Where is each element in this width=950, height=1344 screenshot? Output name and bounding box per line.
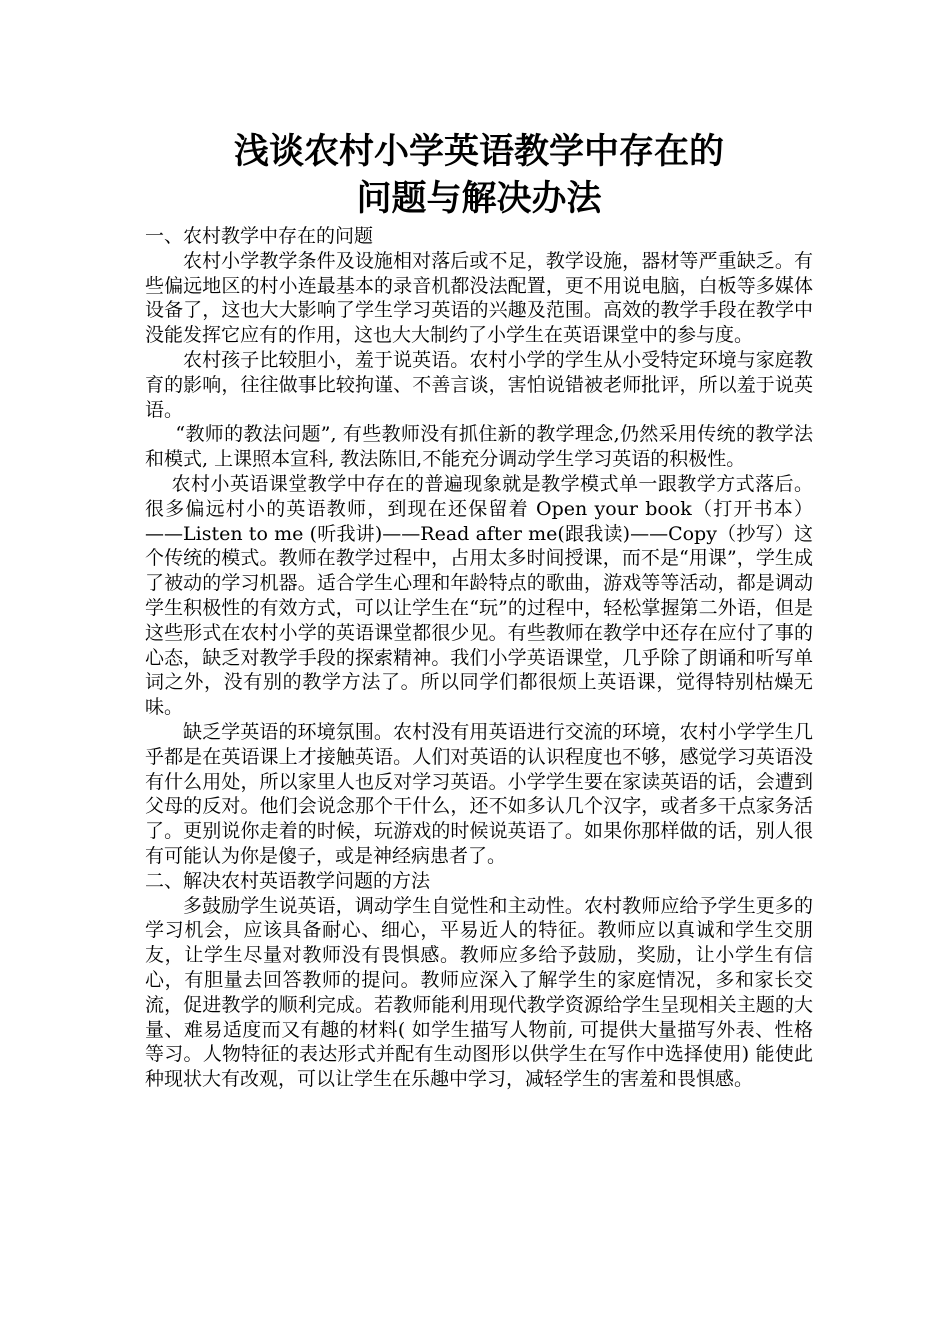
paragraph-environment: 缺乏学英语的环境氛围。农村没有用英语进行交流的环境，农村小学学生几乎都是在英语课上才接触英语。人们对英语的认识程度也不够，感觉学习英语没有什么用处，所以家里人也反对学习英语。小学学生要在家读英语的话，会遭到父母的反对。他们会说念那个干什么，还不如多认几个汉字，或者多干点家务活了。更别说你走着的时候，玩游戏的时候说英语了。如果你那样做的话，别人很有可能认为你是傻子，或是神经病患者了。: [145, 720, 813, 867]
paragraph-facilities: 农村小学教学条件及设施相对落后或不足，教学设施，器材等严重缺乏。有些偏远地区的村小连最基本的录音机都没法配置，更不用说电脑，白板等多媒体设备了，这也大大影响了学生学习英语的兴趣及范围。高效的教学手段在教学中没能发挥它应有的作用，这也大大制约了小学生在英语课堂中的参与度。: [145, 249, 813, 347]
section-1-heading: 一、农村教学中存在的问题: [145, 225, 374, 247]
paragraph-shy-students: 农村孩子比较胆小，羞于说英语。农村小学的学生从小受特定环境与家庭教育的影响，往往做事比较拘谨、不善言谈，害怕说错被老师批评，所以羞于说英语。: [145, 348, 813, 421]
paragraph-teaching-mode: 农村小英语课堂教学中存在的普遍现象就是教学模式单一跟教学方式落后。很多偏远村小的英语教师，到现在还保留着 Open your book（打开书本）——Listen to me (听我讲)——Read after me(跟我读)——Copy（抄写）这个传统的模式。教师在教学过程中，占用太多时间授课，而不是“用课”，学生成了被动的学习机器。适合学生心理和年龄特点的歌曲，游戏等等活动，都是调动学生积极性的有效方式，可以让学生在“玩”的过程中，轻松掌握第二外语，但是这些形式在农村小学的英语课堂都很少见。有些教师在教学中还存在应付了事的心态，缺乏对教学手段的探索精神。我们小学英语课堂，几乎除了朗诵和听写单词之外，没有别的教学方法了。所以同学们都很烦上英语课，觉得特别枯燥无味。: [145, 472, 813, 719]
paragraph-teaching-methods: “教师的教法问题”, 有些教师没有抓住新的教学理念,仍然采用传统的教学法和模式, 上课照本宣科, 教法陈旧,不能充分调动学生学习英语的积极性。: [145, 423, 813, 471]
section-2-heading: 二、解决农村英语教学问题的方法: [145, 869, 431, 892]
paragraph-encourage: 多鼓励学生说英语，调动学生自觉性和主动性。农村教师应给予学生更多的学习机会，应该具备耐心、细心，平易近人的特征。教师应以真诚和学生交朋友，让学生尽量对教师没有畏惧感。教师应多给予鼓励，奖励，让小学生有信心，有胆量去回答教师的提问。教师应深入了解学生的家庭情况，多和家长交流，促进教学的顺利完成。若教师能利用现代教学资源给学生呈现相关主题的大量、难易适度而又有趣的材料( 如学生描写人物前, 可提供大量描写外表、性格等习。人物特征的表达形式并配有生动图形以供学生在写作中选择使用) 能使此种现状大有改观，可以让学生在乐趣中学习，减轻学生的害羞和畏惧感。: [145, 894, 813, 1091]
title-line-2: 问题与解决办法: [356, 178, 602, 219]
document-title: [145, 128, 813, 222]
title-line-1: 浅谈农村小学英语教学中存在的: [233, 131, 724, 172]
document-page: [145, 128, 813, 1092]
